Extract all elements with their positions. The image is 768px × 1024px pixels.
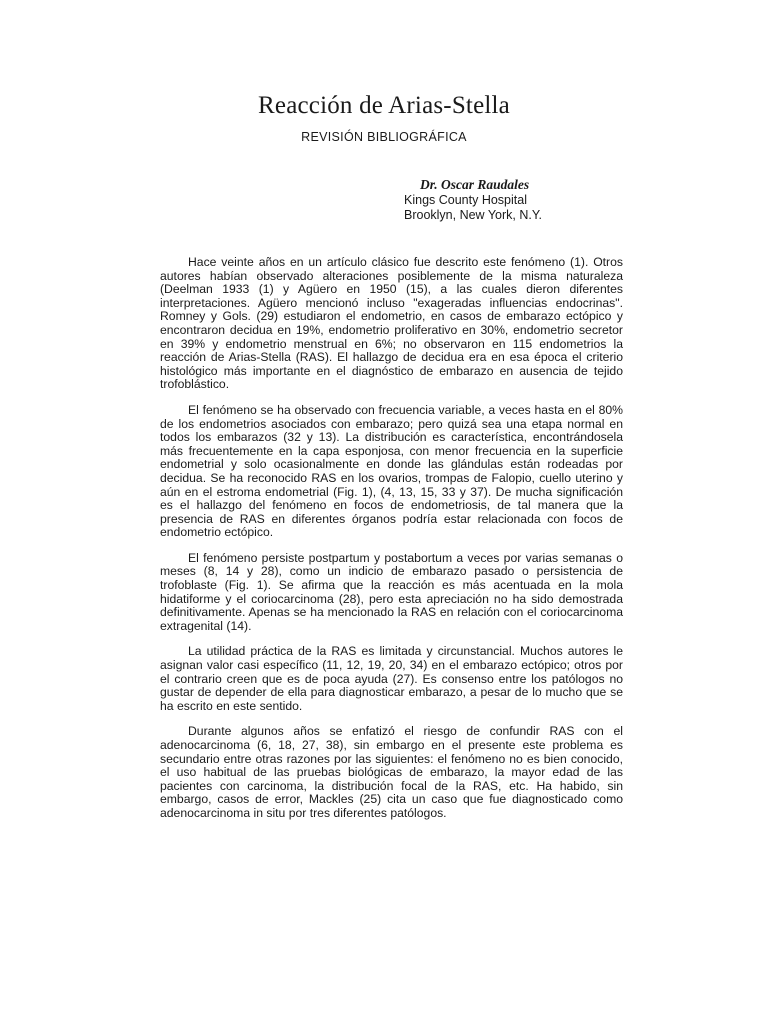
article-title: Reacción de Arias-Stella (258, 92, 510, 119)
article-body (160, 256, 623, 833)
body-paragraph: Durante algunos años se enfatizó el riesgo de confundir RAS con el adenocarcinoma (6, 18, 27, 38), sin embargo en el presente este problema es secundario entre otras razones por las siguientes: el fenómeno no es bien conocido, el uso habitual de las pruebas biológicas de embarazo, la mayor edad de las pacientes con carcinoma, la distribución focal de la RAS, etc. Ha habido, sin embargo, casos de error, Mackles (25) cita un caso que fue diagnosticado como adenocarcinoma in situ por tres diferentes patólogos. (160, 724, 623, 820)
author-block (404, 177, 542, 224)
body-paragraph: El fenómeno persiste postpartum y postabortum a veces por varias semanas o meses (8, 14 y 28), como un indicio de embarazo pasado o persistencia de trofoblaste (Fig. 1). Se afirma que la reacción es más acentuada en la mola hidatiforme y el coriocarcinoma (28), pero esta apreciación no ha sido demostrada definitivamente. Apenas se ha mencionado la RAS en relación con el coriocarcinoma extragenital (14). (160, 550, 623, 633)
author-institution: Kings County Hospital (404, 192, 527, 207)
body-paragraph: El fenómeno se ha observado con frecuencia variable, a veces hasta en el 80% de los endometrios asociados con embarazo; pero quizá sea una etapa normal en todos los embarazos (32 y 13). La distribución es característica, encontrándosela más frecuentemente en la capa esponjosa, con menor frecuencia en la superficie endometrial y solo ocasionalmente en donde las glándulas están rodeadas por decidua. Se ha reconocido RAS en los ovarios, trompas de Falopio, cuello uterino y aún en el estroma endometrial (Fig. 1), (4, 13, 15, 33 y 37). De mucha significación es el hallazgo del fenómeno en focos de endometriosis, de tal manera que la presencia de RAS en diferentes órganos podría estar relacionada con focos de endometrio ectópico. (160, 402, 623, 540)
body-paragraph: Hace veinte años en un artículo clásico fue descrito este fenómeno (1). Otros autores habían observado alteraciones posiblemente de la misma naturaleza (Deelman 1933 (1) y Agüero en 1950 (15), a las cuales dieron diferentes interpretaciones. Agüero mencionó incluso "exageradas influencias endocrinas". Romney y Gols. (29) estudiaron el endometrio, en casos de embarazo ectópico y encontraron decidua en 19%, endometrio proliferativo en 30%, endometrio secretor en 39% y endometrio menstrual en 6%; no observaron en 115 endometrios la reacción de Arias-Stella (RAS). El hallazgo de decidua era en esa época el criterio histológico más importante en el diagnóstico de embarazo en ausencia de tejido trofoblástico. (160, 255, 623, 392)
article-subtitle: REVISIÓN BIBLIOGRÁFICA (301, 130, 467, 144)
author-location: Brooklyn, New York, N.Y. (404, 208, 543, 222)
author-name: Dr. Oscar Raudales (420, 177, 530, 192)
body-paragraph: La utilidad práctica de la RAS es limitada y circunstancial. Muchos autores le asignan valor casi específico (11, 12, 19, 20, 34) en el embarazo ectópico; otros por el contrario creen que es de poca ayuda (27). Es consenso entre los patólogos no gustar de depender de ella para diagnosticar embarazo, a pesar de lo mucho que se ha escrito en este sentido. (160, 644, 623, 713)
